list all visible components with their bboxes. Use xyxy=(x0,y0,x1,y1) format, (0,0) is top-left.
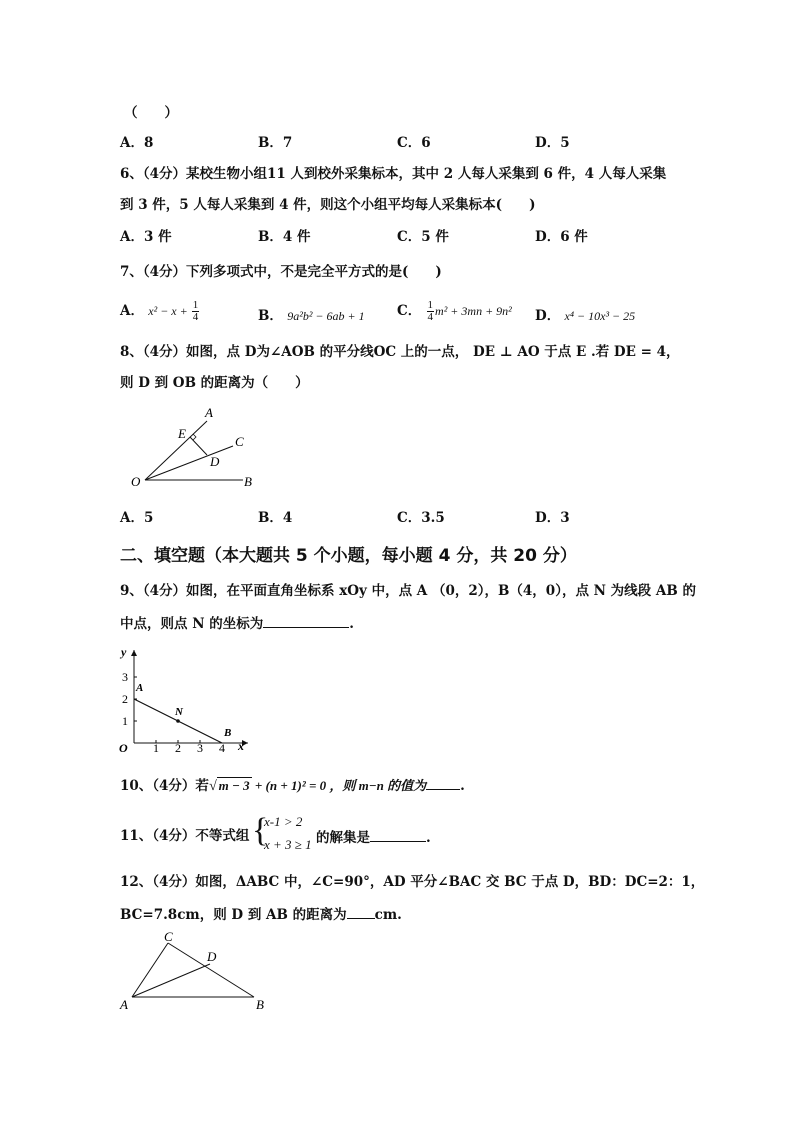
q8-line1: 8、（4分）如图，点 D为∠AOB 的平分线OC 上的一点， DE ⊥ AO 于点 E .若 DE = 4， xyxy=(120,344,680,360)
q11-ineq-1: x-1 > 2 xyxy=(264,814,303,829)
q9-answer-blank[interactable] xyxy=(263,613,349,628)
q11-brace: { xyxy=(252,812,269,849)
q12-line1: 12、（4分）如图，ΔABC 中，∠C=90°，AD 平分∠BAC 交 BC 于点 D，BD：DC=2：1， xyxy=(120,874,705,890)
q12-figure xyxy=(114,926,274,1016)
q7-option-b xyxy=(258,307,365,325)
q7-expr-a: x² − x + xyxy=(148,304,191,318)
q11-answer-blank[interactable] xyxy=(370,827,426,842)
q7-option-b-label: B． xyxy=(258,308,283,324)
ray-oa xyxy=(145,421,207,480)
q12-answer-blank[interactable] xyxy=(347,904,375,919)
q8-line2: 则 D 到 OB 的距离为（ ） xyxy=(120,375,309,391)
q7-option-c-label: C． xyxy=(397,303,422,319)
segment-de xyxy=(190,437,207,455)
q10-prefix: 10、（4分）若 xyxy=(120,778,209,794)
q7-frac-c xyxy=(427,300,435,323)
q8-option-d: D．3 xyxy=(535,510,570,526)
q11-ineq-2: x + 3 ≥ 1 xyxy=(264,837,312,852)
q10-radicand: m − 3 xyxy=(218,778,250,793)
q7-frac-a-num: 1 xyxy=(192,299,199,311)
q7-frac-c-den: 4 xyxy=(427,311,434,323)
q10-expr: + (n + 1)² = 0 ，则 m−n 的值为 xyxy=(251,778,427,793)
q11-suffix-text: 的解集是 xyxy=(316,830,370,846)
origin-label: O xyxy=(119,741,128,755)
q7-option-d xyxy=(535,307,635,325)
label-a: A xyxy=(120,997,128,1012)
point-n xyxy=(176,719,180,723)
label-b: B xyxy=(256,997,264,1012)
q7-stem: 7、（4分）下列多项式中，不是完全平方式的是( ) xyxy=(120,264,442,280)
label-c: C xyxy=(164,929,173,944)
y-tick-label-2: 2 xyxy=(122,692,128,706)
q6-line1: 6、（4分）某校生物小组11 人到校外采集标本，其中 2 人每人采集到 6 件，4 人每人采集 xyxy=(120,166,667,182)
q10-end: . xyxy=(460,778,465,794)
section-heading: 二、填空题（本大题共 5 个小题，每小题 4 分，共 20 分） xyxy=(120,546,577,566)
segment-ad xyxy=(132,964,210,997)
q8-option-a: A．5 xyxy=(120,510,154,526)
q7-frac-c-num: 1 xyxy=(427,299,434,311)
q6-option-b: B．4 件 xyxy=(258,229,311,245)
q12-line2 xyxy=(120,904,402,924)
y-axis-arrow xyxy=(131,650,137,656)
label-a: A xyxy=(205,405,213,420)
label-a: A xyxy=(136,682,144,694)
q7-frac-a xyxy=(192,300,200,323)
label-n: N xyxy=(175,706,183,718)
label-d: D xyxy=(207,949,217,964)
label-e: E xyxy=(178,426,186,441)
sqrt-symbol: √ xyxy=(208,779,217,794)
q7-expr-d: x⁴ − 10x³ − 25 xyxy=(564,309,636,323)
q8-figure xyxy=(125,402,270,492)
q11-suffix xyxy=(316,827,431,847)
q7-option-c xyxy=(397,300,512,323)
q5-option-a: A．8 xyxy=(120,135,154,151)
x-axis-label: x xyxy=(238,739,244,753)
y-tick-label-1: 1 xyxy=(122,714,128,728)
q9-line2-end: . xyxy=(349,616,354,632)
y-axis-label: y xyxy=(121,645,127,659)
q7-expr-c: m² + 3mn + 9n² xyxy=(435,304,512,318)
q10-line xyxy=(120,775,465,796)
q8-option-c: C．3.5 xyxy=(397,510,445,526)
x-tick-label-2: 2 xyxy=(175,741,181,755)
q9-line1: 9、（4分）如图，在平面直角坐标系 xOy 中，点 A （0，2），B（4，0），点 N 为线段 AB 的 xyxy=(120,583,696,599)
q12-line2-text: BC=7.8cm，则 D 到 AB 的距离为 xyxy=(120,907,347,923)
q8-option-b: B．4 xyxy=(258,510,293,526)
q6-option-d: D．6 件 xyxy=(535,229,588,245)
right-angle-mark xyxy=(193,434,196,440)
q7-option-d-label: D． xyxy=(535,308,561,324)
q11-prefix: 11、（4分）不等式组 xyxy=(120,828,250,844)
q9-line2 xyxy=(120,613,354,633)
label-b: B xyxy=(224,727,232,739)
q6-option-a: A．3 件 xyxy=(120,229,172,245)
label-d: D xyxy=(210,454,220,469)
q9-line2-text: 中点，则点 N 的坐标为 xyxy=(120,616,264,632)
x-tick-label-4: 4 xyxy=(219,741,225,755)
y-tick-label-3: 3 xyxy=(122,670,128,684)
label-b: B xyxy=(244,474,252,489)
q10-answer-blank[interactable] xyxy=(426,775,460,790)
ray-oc xyxy=(145,446,233,480)
q11-end: . xyxy=(426,830,431,846)
q5-option-d: D．5 xyxy=(535,135,570,151)
q5-paren: （ ） xyxy=(124,105,178,121)
q7-option-a-label: A． xyxy=(120,303,144,319)
x-tick-label-3: 3 xyxy=(197,741,203,755)
x-tick-label-1: 1 xyxy=(153,741,159,755)
q12-line2-end: cm. xyxy=(374,907,402,923)
q7-frac-a-den: 4 xyxy=(192,311,199,323)
q7-expr-b: 9a²b² − 6ab + 1 xyxy=(287,309,365,323)
q6-line2: 到 3 件，5 人每人采集到 4 件，则这个小组平均每人采集标本( ) xyxy=(120,197,536,213)
q7-option-a xyxy=(120,300,200,323)
q5-option-b: B．7 xyxy=(258,135,293,151)
label-c: C xyxy=(235,434,244,449)
q9-coordinate-figure xyxy=(114,644,254,756)
label-o: O xyxy=(131,474,141,489)
q6-option-c: C．5 件 xyxy=(397,229,449,245)
q5-option-c: C．6 xyxy=(397,135,431,151)
